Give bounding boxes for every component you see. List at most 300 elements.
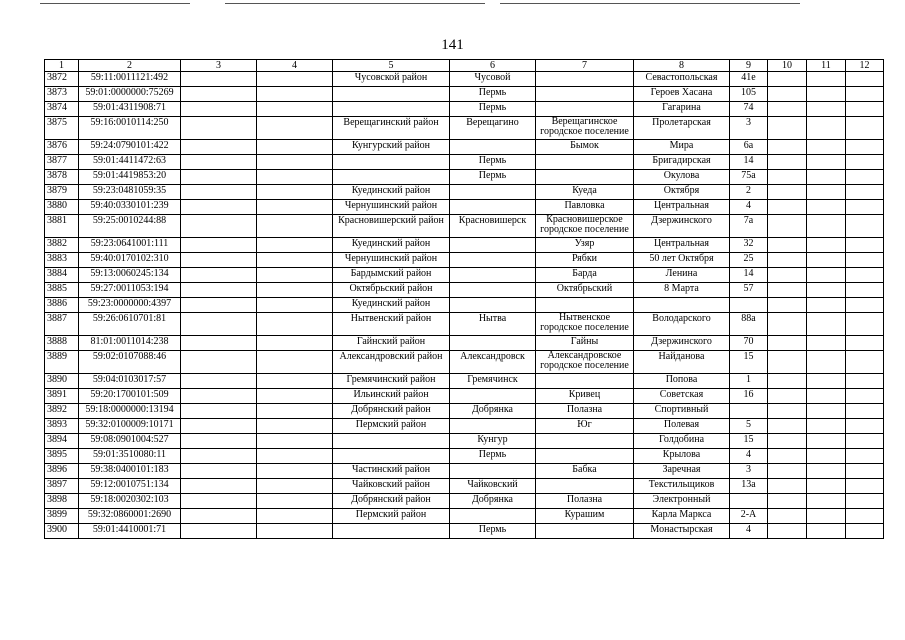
cadastral-number-cell: 59:12:0010751:134 — [79, 479, 181, 494]
district-cell: Чусовской район — [333, 72, 450, 87]
col4-cell — [257, 238, 333, 253]
city-cell: Пермь — [450, 87, 536, 102]
street-cell: Полевая — [634, 419, 730, 434]
table-row — [45, 72, 884, 87]
col11-cell — [807, 283, 846, 298]
col11-cell — [807, 102, 846, 117]
row-number-cell: 3883 — [45, 253, 79, 268]
house-cell: 7а — [730, 215, 768, 238]
column-header: 7 — [536, 60, 634, 72]
col3-cell — [181, 268, 257, 283]
col3-cell — [181, 117, 257, 140]
house-cell: 41е — [730, 72, 768, 87]
street-cell: Пролетарская — [634, 117, 730, 140]
cadastral-number-cell: 59:16:0010114:250 — [79, 117, 181, 140]
col12-cell — [846, 215, 884, 238]
street-cell: Центральная — [634, 200, 730, 215]
settlement-cell: Александровское городское поселение — [536, 351, 634, 374]
col10-cell — [768, 313, 807, 336]
city-cell — [450, 389, 536, 404]
district-cell — [333, 87, 450, 102]
col10-cell — [768, 524, 807, 539]
house-cell: 1 — [730, 374, 768, 389]
cadastral-number-cell: 59:32:0100009:10171 — [79, 419, 181, 434]
row-number-cell: 3874 — [45, 102, 79, 117]
settlement-cell — [536, 72, 634, 87]
col10-cell — [768, 238, 807, 253]
city-cell: Гремячинск — [450, 374, 536, 389]
col3-cell — [181, 494, 257, 509]
house-cell — [730, 298, 768, 313]
col3-cell — [181, 479, 257, 494]
col3-cell — [181, 336, 257, 351]
city-cell — [450, 253, 536, 268]
city-cell: Пермь — [450, 155, 536, 170]
house-cell: 3 — [730, 117, 768, 140]
city-cell — [450, 464, 536, 479]
city-cell — [450, 268, 536, 283]
row-number-cell: 3882 — [45, 238, 79, 253]
table-row — [45, 524, 884, 539]
col10-cell — [768, 374, 807, 389]
house-cell — [730, 404, 768, 419]
city-cell: Красновишерск — [450, 215, 536, 238]
col11-cell — [807, 215, 846, 238]
street-cell: Героев Хасана — [634, 87, 730, 102]
district-cell: Бардымский район — [333, 268, 450, 283]
district-cell: Октябрьский район — [333, 283, 450, 298]
table-row — [45, 313, 884, 336]
house-cell: 14 — [730, 155, 768, 170]
col10-cell — [768, 298, 807, 313]
street-cell: Володарского — [634, 313, 730, 336]
col3-cell — [181, 419, 257, 434]
district-cell: Гремячинский район — [333, 374, 450, 389]
col12-cell — [846, 374, 884, 389]
settlement-cell — [536, 87, 634, 102]
col12-cell — [846, 494, 884, 509]
settlement-cell: Октябрьский — [536, 283, 634, 298]
street-cell: Бригадирская — [634, 155, 730, 170]
city-cell — [450, 419, 536, 434]
settlement-cell — [536, 102, 634, 117]
street-cell: Советская — [634, 389, 730, 404]
column-header: 10 — [768, 60, 807, 72]
col4-cell — [257, 283, 333, 298]
district-cell: Ильинский район — [333, 389, 450, 404]
register-table — [44, 59, 884, 539]
table-row — [45, 155, 884, 170]
column-header: 5 — [333, 60, 450, 72]
settlement-cell: Барда — [536, 268, 634, 283]
col4-cell — [257, 215, 333, 238]
col4-cell — [257, 509, 333, 524]
col4-cell — [257, 351, 333, 374]
cadastral-number-cell: 59:11:0011121:492 — [79, 72, 181, 87]
col4-cell — [257, 155, 333, 170]
street-cell: Голдобина — [634, 434, 730, 449]
col3-cell — [181, 434, 257, 449]
house-cell: 105 — [730, 87, 768, 102]
city-cell: Александровск — [450, 351, 536, 374]
col3-cell — [181, 155, 257, 170]
row-number-cell: 3897 — [45, 479, 79, 494]
house-cell — [730, 494, 768, 509]
district-cell: Нытвенский район — [333, 313, 450, 336]
col3-cell — [181, 87, 257, 102]
row-number-cell: 3872 — [45, 72, 79, 87]
col4-cell — [257, 374, 333, 389]
district-cell: Частинский район — [333, 464, 450, 479]
table-row — [45, 102, 884, 117]
district-cell: Пермский район — [333, 419, 450, 434]
district-cell: Куединский район — [333, 238, 450, 253]
col4-cell — [257, 102, 333, 117]
col10-cell — [768, 87, 807, 102]
settlement-cell — [536, 170, 634, 185]
col11-cell — [807, 87, 846, 102]
col11-cell — [807, 336, 846, 351]
settlement-cell: Рябки — [536, 253, 634, 268]
col3-cell — [181, 170, 257, 185]
row-number-cell: 3877 — [45, 155, 79, 170]
house-cell: 88а — [730, 313, 768, 336]
table-row — [45, 268, 884, 283]
col10-cell — [768, 140, 807, 155]
cadastral-number-cell: 59:38:0400101:183 — [79, 464, 181, 479]
col10-cell — [768, 170, 807, 185]
col11-cell — [807, 374, 846, 389]
city-cell: Чусовой — [450, 72, 536, 87]
col11-cell — [807, 509, 846, 524]
column-number-header-row — [45, 60, 884, 72]
table-row — [45, 140, 884, 155]
col4-cell — [257, 434, 333, 449]
row-number-cell: 3879 — [45, 185, 79, 200]
street-cell: Ленина — [634, 268, 730, 283]
settlement-cell: Узяр — [536, 238, 634, 253]
col10-cell — [768, 479, 807, 494]
col11-cell — [807, 351, 846, 374]
settlement-cell — [536, 155, 634, 170]
col10-cell — [768, 434, 807, 449]
table-row — [45, 200, 884, 215]
district-cell: Чернушинский район — [333, 253, 450, 268]
column-header: 9 — [730, 60, 768, 72]
row-number-cell: 3873 — [45, 87, 79, 102]
settlement-cell — [536, 374, 634, 389]
settlement-cell — [536, 298, 634, 313]
col11-cell — [807, 464, 846, 479]
col3-cell — [181, 298, 257, 313]
district-cell: Куединский район — [333, 298, 450, 313]
col10-cell — [768, 389, 807, 404]
col12-cell — [846, 351, 884, 374]
col10-cell — [768, 253, 807, 268]
col4-cell — [257, 464, 333, 479]
col3-cell — [181, 449, 257, 464]
col12-cell — [846, 404, 884, 419]
row-number-cell: 3896 — [45, 464, 79, 479]
cadastral-number-cell: 59:01:4411472:63 — [79, 155, 181, 170]
col11-cell — [807, 253, 846, 268]
house-cell: 2 — [730, 185, 768, 200]
col3-cell — [181, 404, 257, 419]
row-number-cell: 3894 — [45, 434, 79, 449]
column-header: 8 — [634, 60, 730, 72]
col12-cell — [846, 464, 884, 479]
col4-cell — [257, 140, 333, 155]
city-cell — [450, 509, 536, 524]
city-cell: Чайковский — [450, 479, 536, 494]
col11-cell — [807, 155, 846, 170]
house-cell: 25 — [730, 253, 768, 268]
col10-cell — [768, 268, 807, 283]
street-cell: Заречная — [634, 464, 730, 479]
district-cell — [333, 434, 450, 449]
cadastral-number-cell: 59:23:0481059:35 — [79, 185, 181, 200]
col12-cell — [846, 117, 884, 140]
col12-cell — [846, 419, 884, 434]
col3-cell — [181, 253, 257, 268]
settlement-cell — [536, 449, 634, 464]
column-header: 2 — [79, 60, 181, 72]
district-cell: Чернушинский район — [333, 200, 450, 215]
col12-cell — [846, 102, 884, 117]
settlement-cell: Юг — [536, 419, 634, 434]
settlement-cell: Кривец — [536, 389, 634, 404]
row-number-cell: 3886 — [45, 298, 79, 313]
table-row — [45, 389, 884, 404]
top-border-line-left — [40, 3, 190, 4]
col12-cell — [846, 253, 884, 268]
col4-cell — [257, 449, 333, 464]
city-cell: Добрянка — [450, 404, 536, 419]
settlement-cell: Куеда — [536, 185, 634, 200]
column-header: 4 — [257, 60, 333, 72]
street-cell: Спортивный — [634, 404, 730, 419]
street-cell: Монастырская — [634, 524, 730, 539]
city-cell: Пермь — [450, 524, 536, 539]
row-number-cell: 3887 — [45, 313, 79, 336]
city-cell: Добрянка — [450, 494, 536, 509]
col4-cell — [257, 170, 333, 185]
col3-cell — [181, 238, 257, 253]
col4-cell — [257, 87, 333, 102]
settlement-cell: Курашим — [536, 509, 634, 524]
street-cell: Дзержинского — [634, 336, 730, 351]
col4-cell — [257, 389, 333, 404]
street-cell: Гагарина — [634, 102, 730, 117]
cadastral-number-cell: 59:40:0170102:310 — [79, 253, 181, 268]
col3-cell — [181, 140, 257, 155]
col4-cell — [257, 298, 333, 313]
street-cell: Крылова — [634, 449, 730, 464]
cadastral-number-cell: 59:01:0000000:75269 — [79, 87, 181, 102]
house-cell: 4 — [730, 200, 768, 215]
district-cell: Добрянский район — [333, 494, 450, 509]
street-cell: Центральная — [634, 238, 730, 253]
house-cell: 70 — [730, 336, 768, 351]
table-row — [45, 298, 884, 313]
col4-cell — [257, 419, 333, 434]
table-row — [45, 253, 884, 268]
page-number: 141 — [441, 37, 464, 53]
cadastral-number-cell: 59:27:0011053:194 — [79, 283, 181, 298]
col12-cell — [846, 155, 884, 170]
house-cell: 5 — [730, 419, 768, 434]
district-cell: Кунгурский район — [333, 140, 450, 155]
col3-cell — [181, 283, 257, 298]
row-number-cell: 3891 — [45, 389, 79, 404]
table-row — [45, 494, 884, 509]
col10-cell — [768, 200, 807, 215]
house-cell: 74 — [730, 102, 768, 117]
settlement-cell — [536, 524, 634, 539]
table-row — [45, 419, 884, 434]
col3-cell — [181, 102, 257, 117]
col3-cell — [181, 72, 257, 87]
col12-cell — [846, 185, 884, 200]
house-cell: 32 — [730, 238, 768, 253]
city-cell — [450, 200, 536, 215]
cadastral-number-cell: 59:01:4410001:71 — [79, 524, 181, 539]
city-cell: Нытва — [450, 313, 536, 336]
table-row — [45, 374, 884, 389]
cadastral-number-cell: 59:20:1700101:509 — [79, 389, 181, 404]
table-row — [45, 215, 884, 238]
column-header: 6 — [450, 60, 536, 72]
district-cell — [333, 102, 450, 117]
col10-cell — [768, 215, 807, 238]
street-cell: 8 Марта — [634, 283, 730, 298]
city-cell: Кунгур — [450, 434, 536, 449]
settlement-cell: Верещагинское городское поселение — [536, 117, 634, 140]
district-cell: Верещагинский район — [333, 117, 450, 140]
house-cell: 4 — [730, 524, 768, 539]
house-cell: 14 — [730, 268, 768, 283]
city-cell — [450, 238, 536, 253]
district-cell: Куединский район — [333, 185, 450, 200]
row-number-cell: 3875 — [45, 117, 79, 140]
settlement-cell: Красновишерское городское поселение — [536, 215, 634, 238]
col10-cell — [768, 72, 807, 87]
top-border-line-middle — [225, 3, 485, 4]
col10-cell — [768, 283, 807, 298]
table-row — [45, 449, 884, 464]
house-cell: 13а — [730, 479, 768, 494]
cadastral-number-cell: 59:04:0103017:57 — [79, 374, 181, 389]
city-cell: Верещагино — [450, 117, 536, 140]
col11-cell — [807, 72, 846, 87]
street-cell: Окулова — [634, 170, 730, 185]
house-cell: 15 — [730, 434, 768, 449]
city-cell: Пермь — [450, 170, 536, 185]
col4-cell — [257, 72, 333, 87]
district-cell: Добрянский район — [333, 404, 450, 419]
settlement-cell: Полазна — [536, 494, 634, 509]
col11-cell — [807, 185, 846, 200]
street-cell: Мира — [634, 140, 730, 155]
settlement-cell — [536, 434, 634, 449]
table-row — [45, 336, 884, 351]
col11-cell — [807, 117, 846, 140]
table-row — [45, 464, 884, 479]
cadastral-number-cell: 59:26:0610701:81 — [79, 313, 181, 336]
col11-cell — [807, 449, 846, 464]
column-header: 3 — [181, 60, 257, 72]
col11-cell — [807, 298, 846, 313]
district-cell: Чайковский район — [333, 479, 450, 494]
col11-cell — [807, 389, 846, 404]
col11-cell — [807, 140, 846, 155]
street-cell: Дзержинского — [634, 215, 730, 238]
table-row — [45, 509, 884, 524]
street-cell: Найданова — [634, 351, 730, 374]
col10-cell — [768, 336, 807, 351]
settlement-cell: Бабка — [536, 464, 634, 479]
col12-cell — [846, 434, 884, 449]
district-cell: Пермский район — [333, 509, 450, 524]
table-row — [45, 238, 884, 253]
col12-cell — [846, 283, 884, 298]
col10-cell — [768, 155, 807, 170]
house-cell: 16 — [730, 389, 768, 404]
district-cell: Гайнский район — [333, 336, 450, 351]
col3-cell — [181, 351, 257, 374]
col11-cell — [807, 200, 846, 215]
street-cell: Севастопольская — [634, 72, 730, 87]
cadastral-number-cell: 59:18:0000000:13194 — [79, 404, 181, 419]
col11-cell — [807, 170, 846, 185]
settlement-cell: Полазна — [536, 404, 634, 419]
col12-cell — [846, 509, 884, 524]
row-number-cell: 3888 — [45, 336, 79, 351]
row-number-cell: 3878 — [45, 170, 79, 185]
col12-cell — [846, 170, 884, 185]
table-row — [45, 479, 884, 494]
city-cell: Пермь — [450, 449, 536, 464]
cadastral-number-cell: 59:18:0020302:103 — [79, 494, 181, 509]
col11-cell — [807, 238, 846, 253]
district-cell — [333, 170, 450, 185]
col4-cell — [257, 268, 333, 283]
col3-cell — [181, 215, 257, 238]
table-row — [45, 185, 884, 200]
settlement-cell — [536, 479, 634, 494]
column-header: 12 — [846, 60, 884, 72]
col10-cell — [768, 404, 807, 419]
house-cell: 57 — [730, 283, 768, 298]
col12-cell — [846, 479, 884, 494]
col10-cell — [768, 419, 807, 434]
row-number-cell: 3881 — [45, 215, 79, 238]
col11-cell — [807, 524, 846, 539]
table-row — [45, 404, 884, 419]
column-header: 1 — [45, 60, 79, 72]
col3-cell — [181, 524, 257, 539]
col4-cell — [257, 336, 333, 351]
table-row — [45, 170, 884, 185]
row-number-cell: 3880 — [45, 200, 79, 215]
row-number-cell: 3900 — [45, 524, 79, 539]
col4-cell — [257, 479, 333, 494]
col11-cell — [807, 268, 846, 283]
top-border-line-right — [500, 3, 800, 4]
street-cell: 50 лет Октября — [634, 253, 730, 268]
col12-cell — [846, 389, 884, 404]
row-number-cell: 3884 — [45, 268, 79, 283]
